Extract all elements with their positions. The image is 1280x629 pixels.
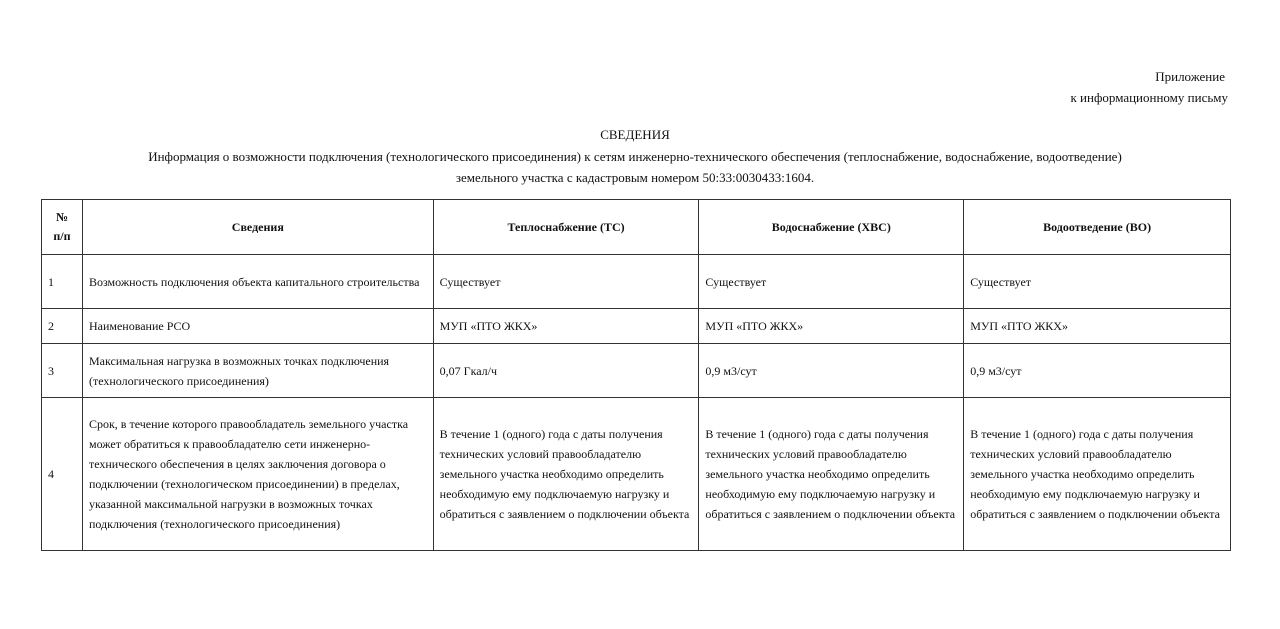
cell-water-supply: В течение 1 (одного) года с даты получения технических условий правообладателю земельного участка необходимо определить необходимую ему подключаемую нагрузку и обратиться с заявлением о подключении объекта — [699, 398, 964, 551]
document-heading — [0, 124, 1270, 189]
document-title: СВЕДЕНИЯ — [600, 127, 670, 142]
cell-water-supply: 0,9 м3/сут — [699, 344, 964, 398]
header-num-line-2: п/п — [53, 229, 71, 243]
connection-info-table — [41, 199, 1231, 551]
appendix-line-2: к информационному письму — [1070, 90, 1228, 105]
cell-heat-supply: Существует — [433, 255, 699, 309]
row-label: Наименование РСО — [82, 309, 433, 344]
table-header-row — [42, 200, 1231, 255]
cell-sewerage: МУП «ПТО ЖКХ» — [964, 309, 1231, 344]
cell-water-supply: Существует — [699, 255, 964, 309]
header-water-supply: Водоснабжение (ХВС) — [699, 200, 964, 255]
cell-sewerage: 0,9 м3/сут — [964, 344, 1231, 398]
row-number: 2 — [42, 309, 83, 344]
header-num — [42, 200, 83, 255]
row-number: 4 — [42, 398, 83, 551]
table-row — [42, 344, 1231, 398]
header-sewerage: Водоотведение (ВО) — [964, 200, 1231, 255]
document-subtitle-line-2: земельного участка с кадастровым номером 50:33:0030433:1604. — [455, 170, 815, 185]
cell-heat-supply: 0,07 Гкал/ч — [433, 344, 699, 398]
row-number: 1 — [42, 255, 83, 309]
cell-sewerage: В течение 1 (одного) года с даты получения технических условий правообладателю земельного участка необходимо определить необходимую ему подключаемую нагрузку и обратиться с заявлением о подключении объекта — [964, 398, 1231, 551]
header-info: Сведения — [82, 200, 433, 255]
header-heat-supply: Теплоснабжение (ТС) — [433, 200, 699, 255]
row-number: 3 — [42, 344, 83, 398]
cell-heat-supply: В течение 1 (одного) года с даты получения технических условий правообладателю земельного участка необходимо определить необходимую ему подключаемую нагрузку и обратиться с заявлением о подключении объекта — [433, 398, 699, 551]
header-num-line-1: № — [55, 210, 69, 224]
row-label: Возможность подключения объекта капитального строительства — [82, 255, 433, 309]
cell-sewerage: Существует — [964, 255, 1231, 309]
appendix-note — [1070, 66, 1228, 108]
row-label: Максимальная нагрузка в возможных точках подключения (технологического присоединения) — [82, 344, 433, 398]
table-row — [42, 309, 1231, 344]
row-label: Срок, в течение которого правообладатель земельного участка может обратиться к правообладателю сети инженерно-технического обеспечения в целях заключения договора о подключении (технологическом присоединении) в пределах, указанной максимальной нагрузки в возможных точках подключения (технологического присоединения) — [82, 398, 433, 551]
table-row — [42, 398, 1231, 551]
document-subtitle-line-1: Информация о возможности подключения (технологического присоединения) к сетям инженерно-технического обеспечения (теплоснабжение, водоснабжение, водоотведение) — [148, 148, 1122, 164]
table-row — [42, 255, 1231, 309]
appendix-line-1: Приложение — [1155, 69, 1225, 84]
cell-water-supply: МУП «ПТО ЖКХ» — [699, 309, 964, 344]
cell-heat-supply: МУП «ПТО ЖКХ» — [433, 309, 699, 344]
